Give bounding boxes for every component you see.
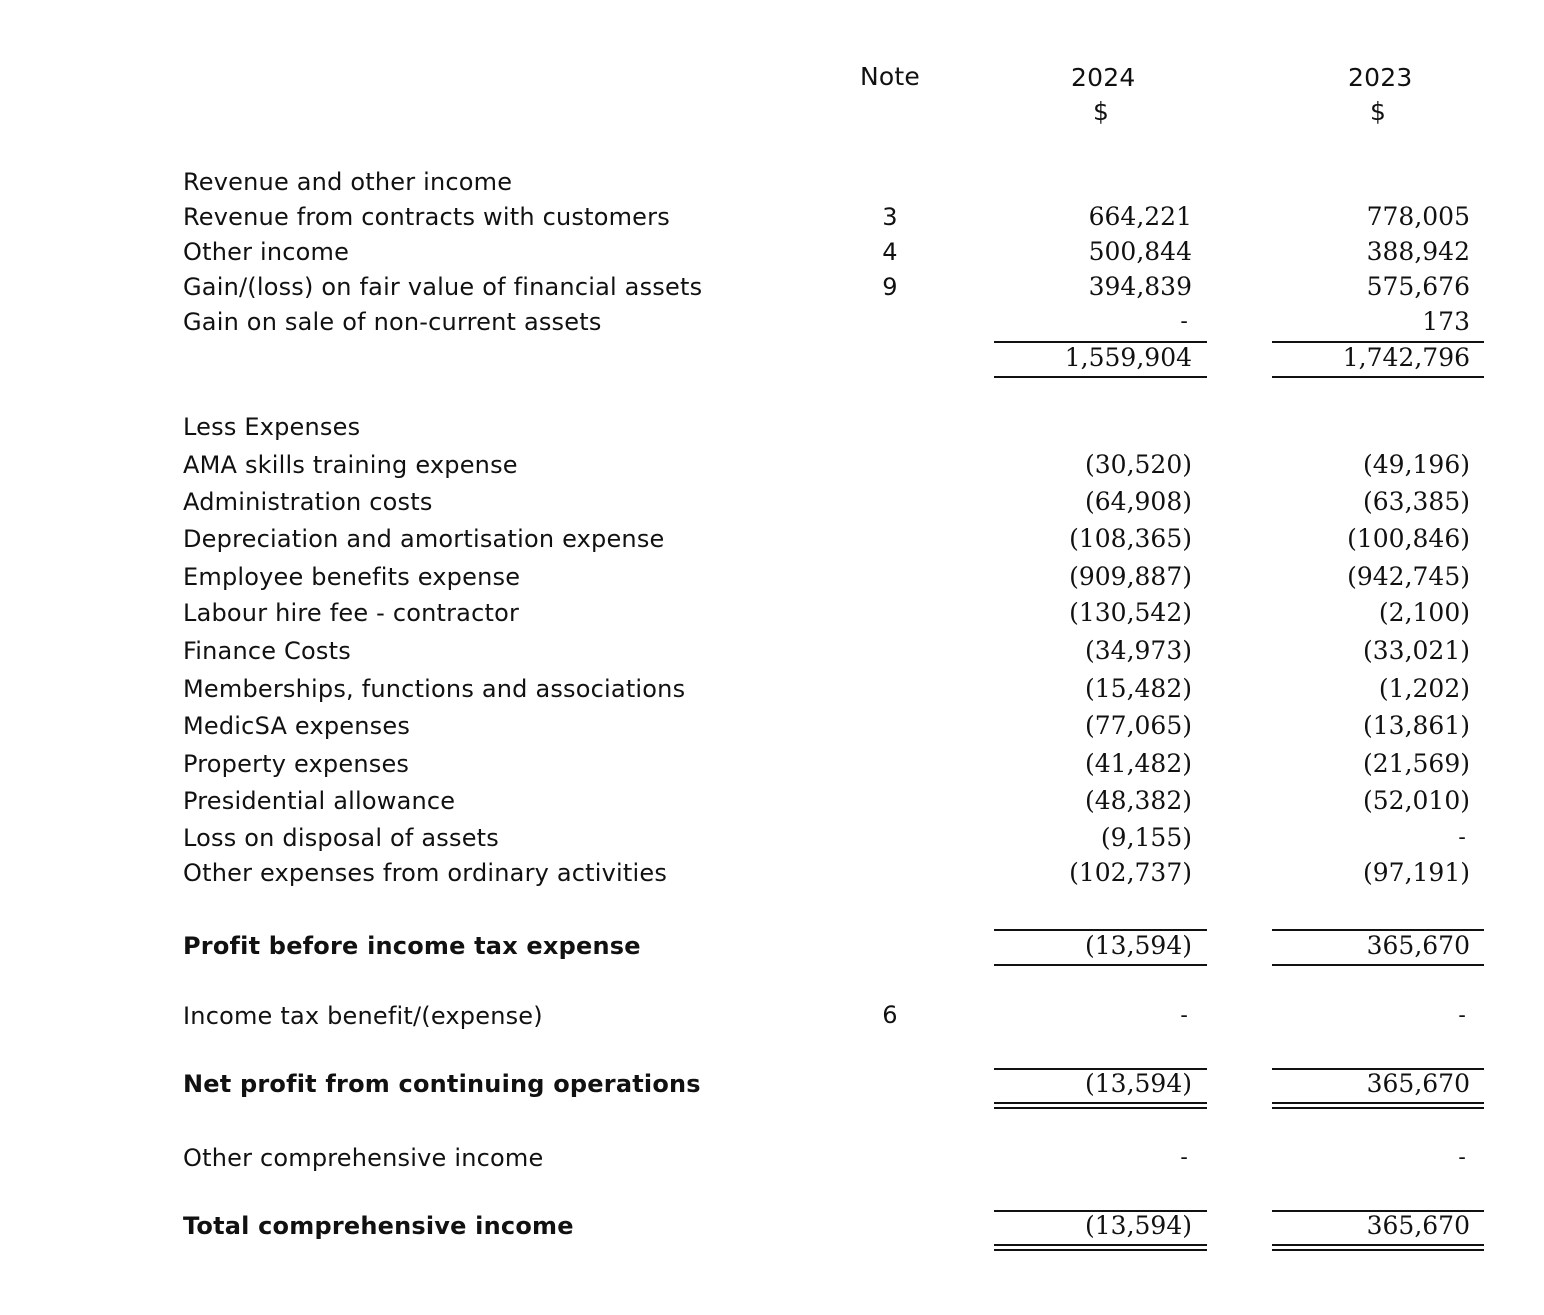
expense-row-2023: (13,861) <box>1363 711 1470 740</box>
expense-row-2024: (108,365) <box>1069 524 1192 553</box>
revenue-section-heading: Revenue and other income <box>183 168 513 196</box>
revenue-row-2023: 575,676 <box>1366 272 1470 301</box>
expense-row-2023: (33,021) <box>1363 636 1470 665</box>
income-tax-label: Income tax benefit/(expense) <box>183 1002 543 1030</box>
revenue-row-2024: 664,221 <box>1088 202 1192 231</box>
double-rule-2024 <box>994 1102 1207 1109</box>
total-comprehensive-2023: 365,670 <box>1366 1211 1470 1240</box>
profit-before-tax-label: Profit before income tax expense <box>183 932 641 960</box>
income-tax-2023: - <box>1458 1003 1466 1028</box>
profit-before-tax-2024: (13,594) <box>1085 931 1192 960</box>
expense-row-label: Property expenses <box>183 750 410 778</box>
expense-row-label: Finance Costs <box>183 637 351 665</box>
other-comprehensive-label: Other comprehensive income <box>183 1144 544 1172</box>
total-rule-2024 <box>994 376 1207 378</box>
year-2023-header: 2023 <box>1348 63 1413 92</box>
other-comprehensive-2024: - <box>1180 1145 1188 1170</box>
expense-row-2024: (102,737) <box>1069 858 1192 887</box>
expense-row-label: MedicSA expenses <box>183 712 411 740</box>
revenue-row-2024: 500,844 <box>1088 237 1192 266</box>
note-column-header: Note <box>860 62 920 91</box>
expense-row-2023: (97,191) <box>1363 858 1470 887</box>
expense-row-2023: (2,100) <box>1378 598 1470 627</box>
expense-row-label: Presidential allowance <box>183 787 456 815</box>
revenue-row-label: Revenue from contracts with customers <box>183 203 670 231</box>
revenue-row-note: 9 <box>882 273 898 301</box>
expense-row-2023: (52,010) <box>1363 786 1470 815</box>
expense-row-2023: (49,196) <box>1363 450 1470 479</box>
expense-row-label: Loss on disposal of assets <box>183 824 499 852</box>
expense-row-label: Employee benefits expense <box>183 563 521 591</box>
other-comprehensive-2023: - <box>1458 1145 1466 1170</box>
revenue-row-note: 3 <box>882 203 898 231</box>
expense-row-label: Labour hire fee - contractor <box>183 599 520 627</box>
expenses-section-heading: Less Expenses <box>183 413 361 441</box>
total-comprehensive-2024: (13,594) <box>1085 1211 1192 1240</box>
expense-row-2024: (30,520) <box>1085 450 1192 479</box>
revenue-row-note: 4 <box>882 238 898 266</box>
revenue-row-2024: - <box>1180 309 1188 334</box>
expense-row-2023: (100,846) <box>1347 524 1470 553</box>
expense-row-label: Administration costs <box>183 488 433 516</box>
net-profit-2024: (13,594) <box>1085 1069 1192 1098</box>
revenue-row-2023: 388,942 <box>1366 237 1470 266</box>
revenue-total-2024: 1,559,904 <box>1064 343 1192 372</box>
income-tax-2024: - <box>1180 1003 1188 1028</box>
revenue-row-label: Gain/(loss) on fair value of financial assets <box>183 273 703 301</box>
total-rule-2024 <box>994 964 1207 966</box>
income-tax-note: 6 <box>882 1001 898 1029</box>
revenue-total-2023: 1,742,796 <box>1342 343 1470 372</box>
expense-row-label: Depreciation and amortisation expense <box>183 525 665 553</box>
expense-row-2024: (48,382) <box>1085 786 1192 815</box>
double-rule-2024 <box>994 1244 1207 1251</box>
expense-row-2023: (942,745) <box>1347 562 1470 591</box>
net-profit-label: Net profit from continuing operations <box>183 1070 701 1098</box>
profit-before-tax-2023: 365,670 <box>1366 931 1470 960</box>
expense-row-2023: (1,202) <box>1378 674 1470 703</box>
expense-row-2024: (34,973) <box>1085 636 1192 665</box>
double-rule-2023 <box>1272 1244 1484 1251</box>
total-comprehensive-label: Total comprehensive income <box>183 1212 574 1240</box>
revenue-row-2023: 173 <box>1422 307 1470 336</box>
expense-row-2024: (64,908) <box>1085 487 1192 516</box>
expense-row-2024: (77,065) <box>1085 711 1192 740</box>
expense-row-2024: (41,482) <box>1085 749 1192 778</box>
revenue-row-2023: 778,005 <box>1366 202 1470 231</box>
revenue-row-label: Other income <box>183 238 350 266</box>
revenue-row-2024: 394,839 <box>1088 272 1192 301</box>
expense-row-label: Other expenses from ordinary activities <box>183 859 668 887</box>
double-rule-2023 <box>1272 1102 1484 1109</box>
expense-row-2024: (909,887) <box>1069 562 1192 591</box>
expense-row-label: Memberships, functions and associations <box>183 675 686 703</box>
year-2024-header: 2024 <box>1071 63 1136 92</box>
currency-2023-header: $ <box>1370 97 1387 126</box>
expense-row-2023: (63,385) <box>1363 487 1470 516</box>
expense-row-2024: (130,542) <box>1069 598 1192 627</box>
expense-row-2024: (9,155) <box>1100 823 1192 852</box>
currency-2024-header: $ <box>1093 97 1110 126</box>
total-rule-2023 <box>1272 964 1484 966</box>
expense-row-2023: - <box>1458 825 1466 850</box>
expense-row-2024: (15,482) <box>1085 674 1192 703</box>
net-profit-2023: 365,670 <box>1366 1069 1470 1098</box>
total-rule-2023 <box>1272 376 1484 378</box>
expense-row-label: AMA skills training expense <box>183 451 518 479</box>
revenue-row-label: Gain on sale of non-current assets <box>183 308 602 336</box>
expense-row-2023: (21,569) <box>1363 749 1470 778</box>
